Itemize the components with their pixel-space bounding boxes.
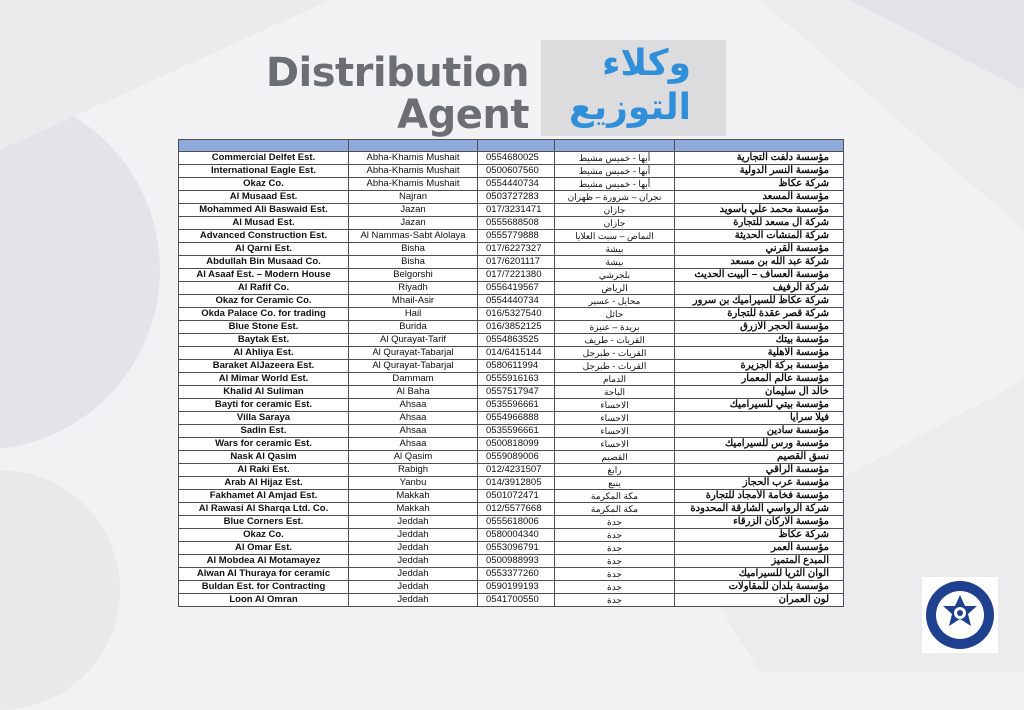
agent-name-en: Sadin Est. [179, 425, 349, 438]
agent-name-en: Al Rafif Co. [179, 282, 349, 295]
agent-name-ar: مؤسسة بيتي للسيراميك [675, 399, 844, 412]
agent-name-en: Okda Palace Co. for trading [179, 308, 349, 321]
agent-city-ar: جدة [555, 594, 675, 607]
agent-city-ar: جدة [555, 516, 675, 529]
agent-name-en: Okaz for Ceramic Co. [179, 295, 349, 308]
agent-phone: 0554966888 [478, 412, 555, 425]
agent-city-ar: جدة [555, 529, 675, 542]
title-english-line2: Agent [397, 92, 529, 138]
header-cell [179, 140, 349, 152]
table-row [179, 204, 844, 217]
agent-name-en: Khalid Al Suliman [179, 386, 349, 399]
agent-city-en: Bisha [349, 243, 478, 256]
title-arabic [541, 42, 691, 130]
agent-name-ar: نسق القصيم [675, 451, 844, 464]
table-row [179, 555, 844, 568]
agents-table-container [178, 139, 843, 607]
agent-city-ar: محايل - عسير [555, 295, 675, 308]
table-row [179, 360, 844, 373]
agent-name-en: Wars for ceramic Est. [179, 438, 349, 451]
agent-name-en: Buldan Est. for Contracting [179, 581, 349, 594]
table-row [179, 594, 844, 607]
table-row [179, 399, 844, 412]
table-row [179, 178, 844, 191]
agent-city-ar: جدة [555, 581, 675, 594]
agent-city-en: Najran [349, 191, 478, 204]
table-row [179, 464, 844, 477]
agent-name-ar: مؤسسة الاهلية [675, 347, 844, 360]
table-row [179, 516, 844, 529]
agent-name-ar: مؤسسة الاركان الزرقاء [675, 516, 844, 529]
agent-city-ar: جدة [555, 555, 675, 568]
agent-name-en: Al Omar Est. [179, 542, 349, 555]
agent-city-en: Hail [349, 308, 478, 321]
table-row [179, 568, 844, 581]
table-row [179, 542, 844, 555]
agent-phone: 0555916163 [478, 373, 555, 386]
agent-name-en: Villa Saraya [179, 412, 349, 425]
agent-phone: 0553377260 [478, 568, 555, 581]
agent-name-ar: مؤسسة سادين [675, 425, 844, 438]
agent-city-en: Al Qurayat-Tarif [349, 334, 478, 347]
agent-city-en: Jeddah [349, 555, 478, 568]
agent-phone: 016/5327540 [478, 308, 555, 321]
agent-phone: 014/6415144 [478, 347, 555, 360]
agent-name-ar: شركة عكاظ [675, 529, 844, 542]
agent-name-en: Loon Al Omran [179, 594, 349, 607]
agent-city-ar: بلجرشي [555, 269, 675, 282]
agent-city-ar: أبها - خميس مشيط [555, 152, 675, 165]
agent-city-ar: الاحساء [555, 412, 675, 425]
agent-name-ar: شركة عكاظ للسيراميك بن سرور [675, 295, 844, 308]
agent-city-en: Jazan [349, 204, 478, 217]
agent-name-ar: مؤسسة عالم المعمار [675, 373, 844, 386]
agent-city-en: Al Nammas-Sabt Alolaya [349, 230, 478, 243]
table-row [179, 308, 844, 321]
agent-phone: 017/7221380 [478, 269, 555, 282]
title-arabic-line1: وكلاء [601, 43, 691, 84]
agent-name-ar: مؤسسة عرب الحجاز [675, 477, 844, 490]
agent-city-en: Belgorshi [349, 269, 478, 282]
agent-name-en: Baytak Est. [179, 334, 349, 347]
agent-phone: 0555618006 [478, 516, 555, 529]
agent-name-ar: مؤسسة القرني [675, 243, 844, 256]
agent-name-en: Al Ahliya Est. [179, 347, 349, 360]
agent-phone: 012/4231507 [478, 464, 555, 477]
agent-city-ar: الاحساء [555, 425, 675, 438]
agent-city-ar: النماص – سبت العلايا [555, 230, 675, 243]
agent-city-ar: حائل [555, 308, 675, 321]
agent-city-ar: القصيم [555, 451, 675, 464]
agent-city-en: Bisha [349, 256, 478, 269]
agent-name-en: Al Rawasi Al Sharqa Ltd. Co. [179, 503, 349, 516]
company-logo [922, 577, 998, 653]
table-row [179, 347, 844, 360]
agent-city-ar: جدة [555, 542, 675, 555]
table-row [179, 386, 844, 399]
agent-city-en: Rabigh [349, 464, 478, 477]
table-row [179, 191, 844, 204]
agent-name-ar: مؤسسة ورس للسيراميك [675, 438, 844, 451]
agent-city-en: Jeddah [349, 516, 478, 529]
table-row [179, 282, 844, 295]
table-row [179, 581, 844, 594]
agent-city-ar: نجران – شرورة – ظهران [555, 191, 675, 204]
agent-name-en: Baraket AlJazeera Est. [179, 360, 349, 373]
agent-name-ar: مؤسسة فخامة الأمجاد للتجارة [675, 490, 844, 503]
header-cell [675, 140, 844, 152]
agent-name-ar: مؤسسة بيتك [675, 334, 844, 347]
agent-name-ar: مؤسسة دلفت التجارية [675, 152, 844, 165]
agent-phone: 0554863525 [478, 334, 555, 347]
table-row [179, 477, 844, 490]
agent-name-ar: شركة عكاظ [675, 178, 844, 191]
agent-name-ar: شركة ال مسعد للتجارة [675, 217, 844, 230]
agent-city-en: Al Qurayat-Tabarjal [349, 360, 478, 373]
table-row [179, 217, 844, 230]
table-row [179, 321, 844, 334]
agent-name-en: Fakhamet Al Amjad Est. [179, 490, 349, 503]
agent-city-ar: رابغ [555, 464, 675, 477]
agent-phone: 0501072471 [478, 490, 555, 503]
agent-phone: 0553096791 [478, 542, 555, 555]
agent-name-ar: المبدع المتميز [675, 555, 844, 568]
agent-name-en: Al Mimar World Est. [179, 373, 349, 386]
agent-name-ar: فيلا سرايا [675, 412, 844, 425]
agent-city-en: Abha-Khamis Mushait [349, 152, 478, 165]
agent-city-en: Abha-Khamis Mushait [349, 165, 478, 178]
agent-name-ar: مؤسسة المسعد [675, 191, 844, 204]
agent-name-ar: مؤسسة بركة الجزيرة [675, 360, 844, 373]
agent-phone: 0590199193 [478, 581, 555, 594]
agent-city-ar: جازان [555, 217, 675, 230]
agent-city-en: Yanbu [349, 477, 478, 490]
agent-name-en: International Eagle Est. [179, 165, 349, 178]
agent-name-ar: شركة الرفيف [675, 282, 844, 295]
table-row [179, 152, 844, 165]
title-arabic-line2: التوزيع [569, 87, 691, 128]
agent-phone: 017/6201117 [478, 256, 555, 269]
agent-name-en: Arab Al Hijaz Est. [179, 477, 349, 490]
table-row [179, 412, 844, 425]
agent-phone: 012/5577668 [478, 503, 555, 516]
agent-phone: 0580611994 [478, 360, 555, 373]
agent-city-ar: بريدة – عنيزة [555, 321, 675, 334]
agent-phone: 0500988993 [478, 555, 555, 568]
table-row [179, 529, 844, 542]
agent-city-ar: مكة المكرمة [555, 490, 675, 503]
agent-name-en: Bayti for ceramic Est. [179, 399, 349, 412]
agent-name-ar: لون العمران [675, 594, 844, 607]
agent-name-ar: الوان الثريا للسيراميك [675, 568, 844, 581]
agent-city-en: Abha-Khamis Mushait [349, 178, 478, 191]
agents-table [178, 139, 844, 607]
agent-phone: 0580004340 [478, 529, 555, 542]
agent-phone: 0555688508 [478, 217, 555, 230]
header-cell [349, 140, 478, 152]
agent-city-ar: الاحساء [555, 399, 675, 412]
agent-phone: 0541700550 [478, 594, 555, 607]
agent-city-ar: مكة المكرمة [555, 503, 675, 516]
agent-city-en: Al Baha [349, 386, 478, 399]
agent-name-en: Abdullah Bin Musaad Co. [179, 256, 349, 269]
agent-name-en: Al Raki Est. [179, 464, 349, 477]
agent-city-ar: القريات - طريف [555, 334, 675, 347]
agent-city-en: Dammam [349, 373, 478, 386]
agent-name-en: Al Mobdea Al Motamayez [179, 555, 349, 568]
agent-city-en: Jeddah [349, 568, 478, 581]
agent-city-en: Jeddah [349, 542, 478, 555]
agent-city-en: Jeddah [349, 529, 478, 542]
agent-city-en: Jeddah [349, 594, 478, 607]
agent-name-ar: مؤسسة محمد علي باسويد [675, 204, 844, 217]
agent-city-en: Makkah [349, 490, 478, 503]
title-english [266, 52, 529, 136]
agent-city-en: Ahsaa [349, 438, 478, 451]
agent-name-en: Al Musaad Est. [179, 191, 349, 204]
agent-phone: 0500818099 [478, 438, 555, 451]
agent-name-ar: شركة قصر عقدة للتجارة [675, 308, 844, 321]
title-english-line1: Distribution [265, 50, 529, 96]
agent-city-en: Ahsaa [349, 399, 478, 412]
agent-name-en: Al Musad Est. [179, 217, 349, 230]
agent-city-en: Al Qasim [349, 451, 478, 464]
agent-city-ar: الرياض [555, 282, 675, 295]
agent-city-ar: الاحساء [555, 438, 675, 451]
agent-phone: 0554440734 [478, 295, 555, 308]
agent-phone: 0554680025 [478, 152, 555, 165]
agent-phone: 0500607560 [478, 165, 555, 178]
agent-city-ar: أبها - خميس مشيط [555, 178, 675, 191]
agent-city-ar: القريات - طبرجل [555, 347, 675, 360]
agent-city-en: Burida [349, 321, 478, 334]
agent-city-ar: بيشة [555, 243, 675, 256]
agent-phone: 0559089006 [478, 451, 555, 464]
agent-name-ar: خالد ال سليمان [675, 386, 844, 399]
agent-city-en: Al Qurayat-Tabarjal [349, 347, 478, 360]
table-row [179, 451, 844, 464]
agent-city-ar: ينبع [555, 477, 675, 490]
table-body [179, 152, 844, 607]
agent-phone: 0555779888 [478, 230, 555, 243]
table-row [179, 425, 844, 438]
agent-name-ar: شركة الرواسي الشارقة المحدودة [675, 503, 844, 516]
table-row [179, 334, 844, 347]
table-row [179, 295, 844, 308]
agent-name-ar: مؤسسة بلدان للمقاولات [675, 581, 844, 594]
agent-name-en: Okaz Co. [179, 529, 349, 542]
agent-phone: 016/3852125 [478, 321, 555, 334]
agent-phone: 0557517947 [478, 386, 555, 399]
agent-name-en: Nask Al Qasim [179, 451, 349, 464]
agent-city-en: Mhail-Asir [349, 295, 478, 308]
agent-name-ar: مؤسسة العمر [675, 542, 844, 555]
agent-name-en: Okaz Co. [179, 178, 349, 191]
agent-city-ar: جدة [555, 568, 675, 581]
agent-name-ar: شركة عبد الله بن مسعد [675, 256, 844, 269]
agent-city-ar: الباحة [555, 386, 675, 399]
agent-name-ar: مؤسسة الراقي [675, 464, 844, 477]
agent-city-en: Makkah [349, 503, 478, 516]
table-row [179, 373, 844, 386]
agent-city-ar: جازان [555, 204, 675, 217]
table-header-row [179, 140, 844, 152]
agent-name-ar: شركة المنشآت الحديثة [675, 230, 844, 243]
agent-phone: 017/6227327 [478, 243, 555, 256]
table-row [179, 438, 844, 451]
agent-name-en: Al Asaaf Est. – Modern House [179, 269, 349, 282]
agent-name-en: Advanced Construction Est. [179, 230, 349, 243]
agent-city-en: Ahsaa [349, 412, 478, 425]
agent-city-ar: بيشة [555, 256, 675, 269]
agent-name-ar: مؤسسة العساف – البيت الحديث [675, 269, 844, 282]
agent-name-en: Alwan Al Thuraya for ceramic [179, 568, 349, 581]
agent-name-ar: مؤسسة النسر الدولية [675, 165, 844, 178]
table-row [179, 243, 844, 256]
table-row [179, 165, 844, 178]
header-cell [555, 140, 675, 152]
agent-phone: 014/3912805 [478, 477, 555, 490]
table-row [179, 256, 844, 269]
agent-city-ar: القريات - طبرجل [555, 360, 675, 373]
agent-name-ar: مؤسسة الحجر الازرق [675, 321, 844, 334]
agent-city-ar: أبها - خميس مشيط [555, 165, 675, 178]
agent-city-en: Ahsaa [349, 425, 478, 438]
agent-name-en: Mohammed Ali Baswaid Est. [179, 204, 349, 217]
agent-name-en: Commercial Delfet Est. [179, 152, 349, 165]
agent-name-en: Al Qarni Est. [179, 243, 349, 256]
header-cell [478, 140, 555, 152]
table-row [179, 490, 844, 503]
agent-phone: 017/3231471 [478, 204, 555, 217]
agent-city-ar: الدمام [555, 373, 675, 386]
agent-phone: 0535596661 [478, 425, 555, 438]
agent-phone: 0556419567 [478, 282, 555, 295]
agent-phone: 0535596661 [478, 399, 555, 412]
table-row [179, 230, 844, 243]
agent-phone: 0503727283 [478, 191, 555, 204]
agent-name-en: Blue Stone Est. [179, 321, 349, 334]
agent-phone: 0554440734 [478, 178, 555, 191]
agent-city-en: Jeddah [349, 581, 478, 594]
table-row [179, 503, 844, 516]
agent-name-en: Blue Corners Est. [179, 516, 349, 529]
table-row [179, 269, 844, 282]
agent-city-en: Jazan [349, 217, 478, 230]
agent-city-en: Riyadh [349, 282, 478, 295]
